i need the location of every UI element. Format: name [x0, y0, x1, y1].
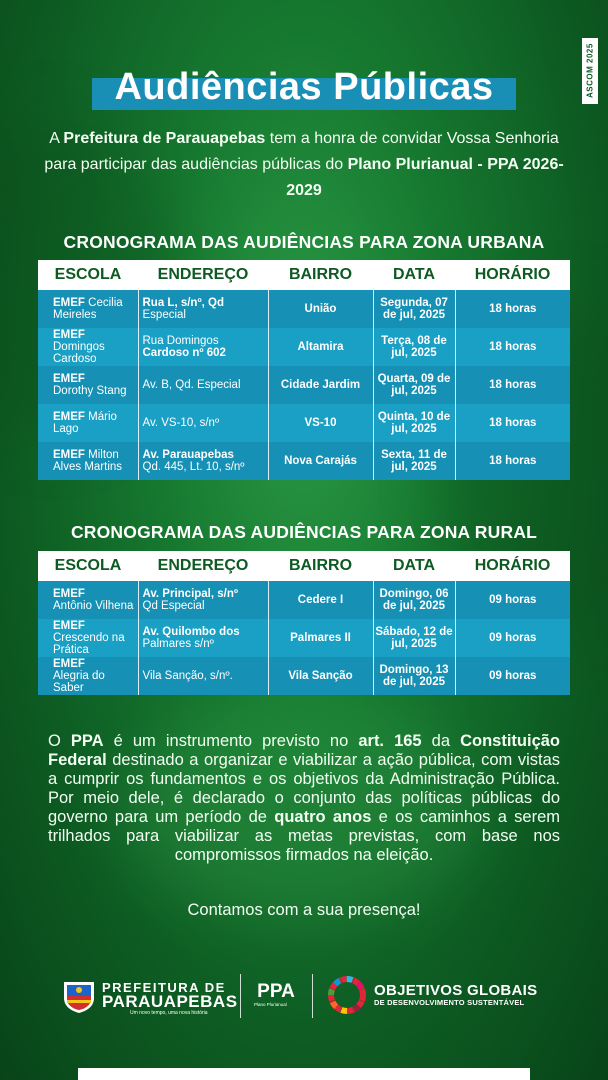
date-cell: Domingo, 13 de jul, 2025 [373, 657, 455, 695]
header-bairro: BAIRRO [268, 260, 373, 290]
header-endereco: ENDEREÇO [138, 260, 268, 290]
header-endereco: ENDEREÇO [138, 551, 268, 581]
header-data: DATA [373, 551, 455, 581]
neighborhood-cell: União [268, 290, 373, 328]
table-row [38, 328, 570, 366]
school-cell: EMEF Crescendo na Prática [38, 619, 138, 657]
header-horario: HORÁRIO [455, 260, 570, 290]
school-cell: EMEF Mário Lago [38, 404, 138, 442]
time-cell: 18 horas [455, 328, 570, 366]
date-cell: Sábado, 12 de jul, 2025 [373, 619, 455, 657]
table-row [38, 404, 570, 442]
time-cell: 09 horas [455, 581, 570, 619]
ascom-tag: ASCOM 2025 [582, 38, 598, 104]
address-cell: Av. Quilombo dos Palmares s/nº [138, 619, 268, 657]
address-cell: Av. VS-10, s/nº [138, 404, 268, 442]
footer-logos [0, 968, 608, 1024]
address-cell: Av. Principal, s/nº Qd Especial [138, 581, 268, 619]
sdg-subtitle: DE DESENVOLVIMENTO SUSTENTÁVEL [374, 998, 525, 1007]
time-cell: 09 horas [455, 619, 570, 657]
address-cell: Rua Domingos Cardoso nº 602 [138, 328, 268, 366]
table-header-row [38, 260, 570, 290]
table-row [38, 619, 570, 657]
ppa-description: O PPA é um instrumento previsto no art. 165 da Constituição Federal destinado a organizar e viabilizar a ação pública, com vistas a cumprir os fundamentos e os objetivos da Administração Pública. Por meio dele, é declarado o conjunto das políticas públicas do governo para um período de quatro anos e os caminhos a serem trilhados para viabilizar as metas previstas, com base nos compromissos firmados na eleição. [48, 732, 560, 864]
time-cell: 09 horas [455, 657, 570, 695]
city-crest-icon [62, 978, 96, 1014]
school-cell: EMEF Antônio Vilhena [38, 581, 138, 619]
sdg-wheel-icon [328, 976, 366, 1014]
closing-text: Contamos com a sua presença! [187, 901, 421, 919]
neighborhood-cell: Altamira [268, 328, 373, 366]
neighborhood-cell: Cedere I [268, 581, 373, 619]
ppa-logo-text: PPA [257, 981, 295, 1002]
header-escola: ESCOLA [38, 551, 138, 581]
date-cell: Segunda, 07 de jul, 2025 [373, 290, 455, 328]
table-row [38, 442, 570, 480]
school-cell: EMEF Cecilia Meireles [38, 290, 138, 328]
address-cell: Av. B, Qd. Especial [138, 366, 268, 404]
rural-schedule-title: CRONOGRAMA DAS AUDIÊNCIAS PARA ZONA RURAL [70, 522, 538, 542]
divider [312, 974, 313, 1018]
time-cell: 18 horas [455, 366, 570, 404]
neighborhood-cell: Cidade Jardim [268, 366, 373, 404]
prefeitura-slogan: Um novo tempo, uma nova história [130, 1010, 208, 1016]
table-row [38, 290, 570, 328]
neighborhood-cell: VS-10 [268, 404, 373, 442]
neighborhood-cell: Palmares II [268, 619, 373, 657]
school-cell: EMEF Milton Alves Martins [38, 442, 138, 480]
header-data: DATA [373, 260, 455, 290]
urban-schedule-title: CRONOGRAMA DAS AUDIÊNCIAS PARA ZONA URBANA [63, 232, 545, 252]
header-bairro: BAIRRO [268, 551, 373, 581]
time-cell: 18 horas [455, 290, 570, 328]
sdg-title: OBJETIVOS GLOBAIS [374, 982, 538, 999]
page-title: Audiências Públicas [114, 66, 494, 108]
ppa-subtitle: Plano Plurianual [254, 1002, 287, 1007]
neighborhood-cell: Vila Sanção [268, 657, 373, 695]
school-cell: EMEF Dorothy Stang [38, 366, 138, 404]
table-row [38, 581, 570, 619]
table-row [38, 657, 570, 695]
urban-schedule-table [38, 260, 570, 480]
intro-text: A Prefeitura de Parauapebas tem a honra de convidar Vossa Senhoria para participar das audiências públicas do Plano Plurianual - PPA 2026-2029 [44, 130, 564, 199]
address-cell: Av. Parauapebas Qd. 445, Lt. 10, s/nº [138, 442, 268, 480]
address-cell: Rua L, s/nº, Qd Especial [138, 290, 268, 328]
date-cell: Sexta, 11 de jul, 2025 [373, 442, 455, 480]
bottom-bar [78, 1068, 530, 1080]
rural-schedule-table [38, 551, 570, 695]
ppa-logo-icon [254, 978, 298, 1002]
time-cell: 18 horas [455, 404, 570, 442]
school-cell: EMEF Alegria do Saber [38, 657, 138, 695]
parauapebas-label: PARAUAPEBAS [102, 992, 238, 1011]
table-row [38, 366, 570, 404]
school-cell: EMEF Domingos Cardoso [38, 328, 138, 366]
prefeitura-label: PREFEITURA DE [102, 980, 226, 995]
address-cell: Vila Sanção, s/nº. [138, 657, 268, 695]
date-cell: Terça, 08 de jul, 2025 [373, 328, 455, 366]
table-header-row [38, 551, 570, 581]
header-escola: ESCOLA [38, 260, 138, 290]
date-cell: Quarta, 09 de jul, 2025 [373, 366, 455, 404]
date-cell: Domingo, 06 de jul, 2025 [373, 581, 455, 619]
header-horario: HORÁRIO [455, 551, 570, 581]
neighborhood-cell: Nova Carajás [268, 442, 373, 480]
divider [240, 974, 241, 1018]
time-cell: 18 horas [455, 442, 570, 480]
date-cell: Quinta, 10 de jul, 2025 [373, 404, 455, 442]
